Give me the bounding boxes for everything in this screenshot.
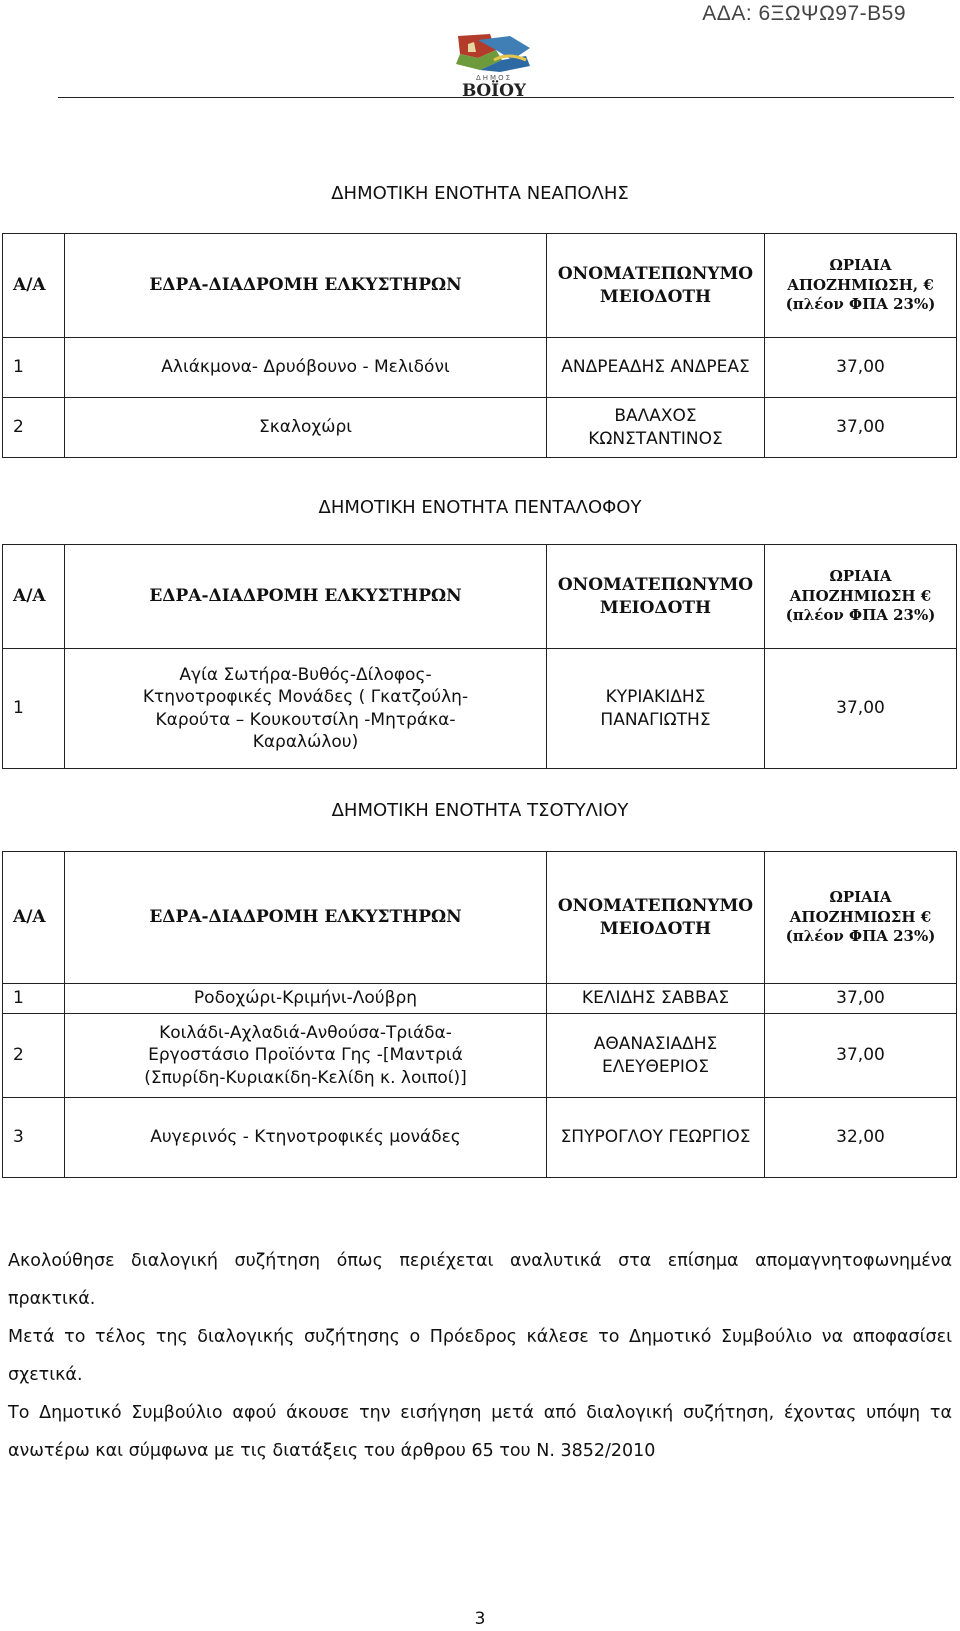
row-no: 1	[3, 338, 65, 398]
paragraph-council: Το Δημοτικό Συμβούλιο αφού άκουσε την εισήγηση μετά από διαλογική συζήτηση, έχοντας υπόψη τα ανωτέρω και σύμφωνα με τις διατάξεις του άρθρου 65 του Ν. 3852/2010	[8, 1403, 952, 1461]
table-header-row	[3, 545, 957, 649]
row-no: 2	[3, 398, 65, 458]
header-rate: ΩΡΙΑΙΑ ΑΠΟΖΗΜΙΩΣΗ € (πλέον ΦΠΑ 23%)	[765, 545, 957, 649]
table-header-row	[3, 852, 957, 984]
row-rate: 32,00	[765, 1098, 957, 1178]
page-number: 3	[474, 1609, 486, 1629]
header-route: ΕΔΡΑ-ΔΙΑΔΡΟΜΗ ΕΛΚΥΣΤΗΡΩΝ	[65, 852, 547, 984]
row-route: Αλιάκμονα- Δρυόβουνο - Μελιδόνι	[65, 338, 547, 398]
header-no: Α/Α	[3, 234, 65, 338]
row-rate: 37,00	[765, 1014, 957, 1098]
header-name: ΟΝΟΜΑΤΕΠΩΝΥΜΟ ΜΕΙΟΔΟΤΗ	[547, 852, 765, 984]
paragraph-discussion: Ακολούθησε διαλογική συζήτηση όπως περιέχεται αναλυτικά στα επίσημα απομαγνητοφωνημένα πρακτικά.	[8, 1251, 952, 1309]
row-rate: 37,00	[765, 338, 957, 398]
row-route: Σκαλοχώρι	[65, 398, 547, 458]
row-route: Αυγερινός - Κτηνοτροφικές μονάδες	[65, 1098, 547, 1178]
table-row	[3, 649, 957, 769]
table-row	[3, 1098, 957, 1178]
section-title-pentalofos: ΔΗΜΟΤΙΚΗ ΕΝΟΤΗΤΑ ΠΕΝΤΑΛΟΦΟΥ	[318, 497, 642, 518]
header-rate: ΩΡΙΑΙΑ ΑΠΟΖΗΜΙΩΣΗ, €(πλέον ΦΠΑ 23%)	[765, 234, 957, 338]
table-row	[3, 338, 957, 398]
ada-code: ΑΔΑ: 6ΞΩΨΩ97-Β59	[702, 2, 906, 25]
municipality-logo-icon	[450, 30, 538, 100]
body-text	[8, 1242, 952, 1470]
table-neapolis	[2, 233, 957, 458]
row-route: Κοιλάδι-Αχλαδιά-Ανθούσα-Τριάδα-Εργοστάσιο Προϊόντα Γης -[Μαντριά (Σπυρίδη-Κυριακίδη-Κελίδη κ. λοιποί)]	[65, 1014, 547, 1098]
table-row	[3, 1014, 957, 1098]
table-row	[3, 398, 957, 458]
row-route: Ροδοχώρι-Κριμήνι-Λούβρη	[65, 984, 547, 1014]
section-title-tsotylio: ΔΗΜΟΤΙΚΗ ΕΝΟΤΗΤΑ ΤΣΟΤΥΛΙΟΥ	[331, 800, 629, 821]
row-rate: 37,00	[765, 398, 957, 458]
row-no: 2	[3, 1014, 65, 1098]
row-no: 1	[3, 984, 65, 1014]
table-pentalofos	[2, 544, 957, 769]
header-route: ΕΔΡΑ-ΔΙΑΔΡΟΜΗ ΕΛΚΥΣΤΗΡΩΝ	[65, 545, 547, 649]
header-no: Α/Α	[3, 852, 65, 984]
row-route: Αγία Σωτήρα-Βυθός-Δίλοφος-Κτηνοτροφικές Μονάδες ( Γκατζούλη-Καρούτα – Κουκουτσίλη -Μητράκα-Καραλώλου)	[65, 649, 547, 769]
row-no: 3	[3, 1098, 65, 1178]
row-name: ΒΑΛΑΧΟΣ ΚΩΝΣΤΑΝΤΙΝΟΣ	[547, 398, 765, 458]
row-name: ΑΘΑΝΑΣΙΑΔΗΣ ΕΛΕΥΘΕΡΙΟΣ	[547, 1014, 765, 1098]
row-rate: 37,00	[765, 649, 957, 769]
row-no: 1	[3, 649, 65, 769]
header-name: ΟΝΟΜΑΤΕΠΩΝΥΜΟ ΜΕΙΟΔΟΤΗ	[547, 234, 765, 338]
header-no: Α/Α	[3, 545, 65, 649]
logo-small-text: ΔΗΜΟΣ	[475, 74, 513, 82]
header-divider	[58, 97, 954, 98]
header-name: ΟΝΟΜΑΤΕΠΩΝΥΜΟ ΜΕΙΟΔΟΤΗ	[547, 545, 765, 649]
row-name: ΚΥΡΙΑΚΙΔΗΣ ΠΑΝΑΓΙΩΤΗΣ	[547, 649, 765, 769]
paragraph-president: Μετά το τέλος της διαλογικής συζήτησης ο Πρόεδρος κάλεσε το Δημοτικό Συμβούλιο να αποφασίσει σχετικά.	[8, 1327, 952, 1385]
table-row	[3, 984, 957, 1014]
header-route: ΕΔΡΑ-ΔΙΑΔΡΟΜΗ ΕΛΚΥΣΤΗΡΩΝ	[65, 234, 547, 338]
table-header-row	[3, 234, 957, 338]
row-name: ΑΝΔΡΕΑΔΗΣ ΑΝΔΡΕΑΣ	[547, 338, 765, 398]
header-rate: ΩΡΙΑΙΑ ΑΠΟΖΗΜΙΩΣΗ € (πλέον ΦΠΑ 23%)	[765, 852, 957, 984]
logo-name: ΒΟΪΟΥ	[461, 81, 527, 100]
row-rate: 37,00	[765, 984, 957, 1014]
table-tsotylio	[2, 851, 957, 1178]
section-title-neapolis: ΔΗΜΟΤΙΚΗ ΕΝΟΤΗΤΑ ΝΕΑΠΟΛΗΣ	[331, 183, 629, 204]
row-name: ΣΠΥΡΟΓΛΟΥ ΓΕΩΡΓΙΟΣ	[547, 1098, 765, 1178]
row-name: ΚΕΛΙΔΗΣ ΣΑΒΒΑΣ	[547, 984, 765, 1014]
